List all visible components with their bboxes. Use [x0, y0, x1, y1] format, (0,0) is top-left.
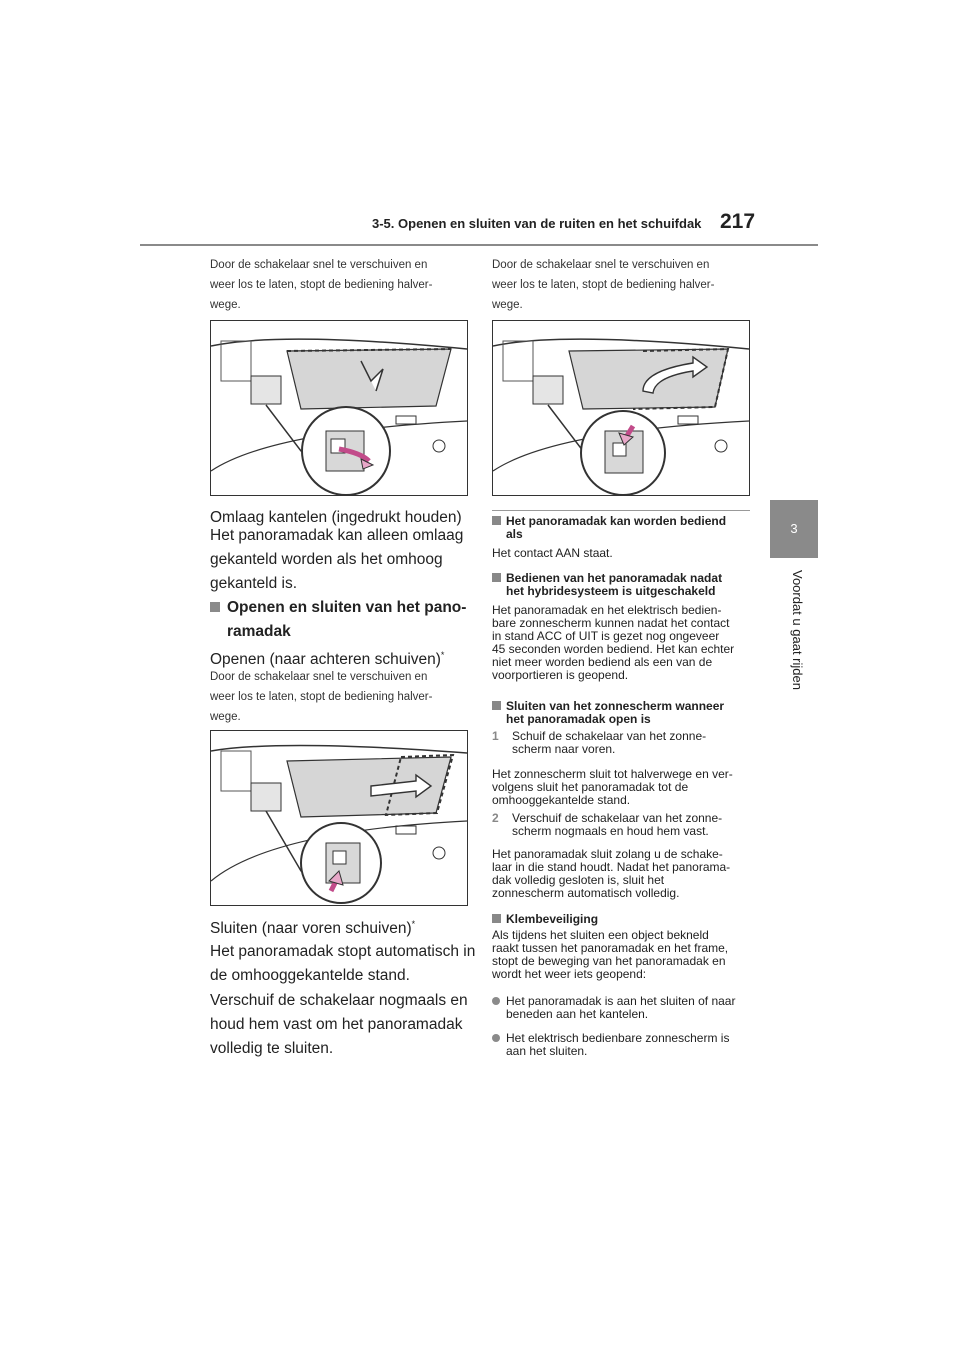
close-title: [210, 912, 490, 941]
chapter-number: 3: [790, 521, 798, 536]
heading-line: het panoramadak open is: [506, 712, 651, 726]
sunroof-illustration: [493, 321, 749, 495]
tilt-down-title: Omlaag kantelen (ingedrukt houden): [210, 509, 462, 526]
text-line: in stand ACC of UIT is gezet nog ongeveer: [492, 629, 720, 643]
section-after-shutdown-text: [492, 604, 762, 682]
section-jam-protection-text: [492, 929, 762, 981]
bullet-line: Het panoramadak is aan het sluiten of naar: [506, 994, 736, 1008]
note-line: Door de schakelaar snel te verschuiven en: [210, 259, 428, 271]
text-line: bare zonnescherm kunnen nadat het contact: [492, 616, 730, 630]
text-line: Het contact AAN staat.: [492, 546, 613, 560]
right-note: [492, 255, 762, 315]
square-bullet-icon: [210, 602, 220, 612]
sunroof-illustration: [211, 321, 467, 495]
text-line: Verschuif de schakelaar nogmaals en: [210, 992, 468, 1009]
bullet-dot-icon: [492, 1034, 500, 1042]
text-line: Het zonnescherm sluit tot halverwege en ver-: [492, 767, 733, 781]
page-number: 217: [720, 210, 756, 233]
figure-open: [210, 730, 468, 906]
heading-line: als: [506, 527, 523, 541]
close-text-2: [210, 989, 490, 1061]
text-line: 45 seconden worden bediend. Het kan echter: [492, 642, 735, 656]
bullet-line: beneden aan het kantelen.: [506, 1007, 649, 1021]
section-sunshade-heading: [492, 700, 762, 726]
heading-line: Openen en sluiten van het pano-: [227, 599, 467, 616]
figure-tilt-down: [210, 320, 468, 496]
note-line: wege.: [492, 299, 523, 311]
open-title-text: Openen (naar achteren schuiven): [210, 651, 441, 669]
text-line: gekanteld is.: [210, 575, 298, 592]
text-line: omhooggekantelde stand.: [492, 793, 631, 807]
step-number: 1: [492, 729, 499, 743]
text-line: gekanteld worden als het omhoog: [210, 551, 443, 568]
text-line: Als tijdens het sluiten een object bekneld: [492, 928, 709, 942]
bullet-item: [492, 995, 762, 1021]
heading-line: Klembeveiliging: [506, 912, 599, 926]
sunshade-text-1: [492, 768, 762, 807]
step-1: [492, 730, 762, 756]
section-after-shutdown-heading: [492, 572, 762, 598]
text-line: raakt tussen het panoramadak en het frame,: [492, 941, 729, 955]
text-line: niet meer worden bediend als een van de: [492, 655, 713, 669]
text-line: zonnescherm automatisch volledig.: [492, 886, 680, 900]
note-line: weer los te laten, stopt de bediening halver-: [210, 279, 433, 291]
sunroof-illustration: [211, 731, 467, 905]
text-line: de omhooggekantelde stand.: [210, 967, 410, 984]
sunshade-text-2: [492, 848, 762, 900]
heading-line: het hybridesysteem is uitgeschakeld: [506, 584, 716, 598]
note-line: wege.: [210, 299, 241, 311]
chapter-title: Voordat u gaat rijden: [790, 570, 805, 690]
text-line: wordt het weer iets geopend:: [492, 967, 647, 981]
step-line: scherm naar voren.: [512, 742, 616, 756]
text-line: Het panoramadak sluit zolang u de schake-: [492, 847, 723, 861]
close-text-1: [210, 940, 490, 988]
square-bullet-icon: [492, 573, 501, 582]
text-line: Het panoramadak en het elektrisch bedien-: [492, 603, 722, 617]
step-line: scherm nogmaals en houd hem vast.: [512, 824, 709, 838]
text-line: Het panoramadak kan alleen omlaag: [210, 527, 464, 544]
header-divider: [140, 244, 818, 246]
heading-line: Bedienen van het panoramadak nadat: [506, 571, 723, 585]
text-line: stopt de beweging van het panoramadak en: [492, 954, 726, 968]
heading-line: ramadak: [227, 623, 291, 640]
footnote-asterisk: *: [411, 919, 416, 929]
figure-sunshade: [492, 320, 750, 496]
step-line: Verschuif de schakelaar van het zonne-: [512, 811, 723, 825]
footnote-asterisk: *: [440, 650, 445, 660]
bullet-item: [492, 1032, 762, 1058]
step-line: Schuif de schakelaar van het zonne-: [512, 729, 707, 743]
note-line: Door de schakelaar snel te verschuiven en: [492, 259, 710, 271]
step-number: 2: [492, 811, 499, 825]
chapter-label: [787, 570, 809, 710]
square-bullet-icon: [492, 516, 501, 525]
open-close-heading: [210, 596, 490, 644]
bullet-line: aan het sluiten.: [506, 1044, 588, 1058]
heading-line: Het panoramadak kan worden bediend: [506, 514, 727, 528]
text-line: Het panoramadak stopt automatisch in: [210, 943, 476, 960]
note-line: wege.: [210, 711, 241, 723]
note-line: Door de schakelaar snel te verschuiven en: [210, 671, 428, 683]
heading-line: Sluiten van het zonnescherm wanneer: [506, 699, 725, 713]
tilt-down-text: [210, 524, 490, 596]
bullet-dot-icon: [492, 997, 500, 1005]
text-line: houd hem vast om het panoramadak: [210, 1016, 463, 1033]
section-operable-text: [492, 547, 762, 560]
note-line: weer los te laten, stopt de bediening halver-: [492, 279, 715, 291]
section-jam-protection-heading: [492, 913, 762, 926]
section-divider: [492, 510, 750, 511]
step-2: [492, 812, 762, 838]
text-line: dak volledig gesloten is, sluit het: [492, 873, 665, 887]
square-bullet-icon: [492, 701, 501, 710]
left-note-2: [210, 667, 470, 727]
text-line: volgens sluit het panoramadak tot de: [492, 780, 689, 794]
close-title-text: Sluiten (naar voren schuiven): [210, 920, 412, 938]
square-bullet-icon: [492, 914, 501, 923]
section-operable-heading: [492, 515, 762, 541]
bullet-line: Het elektrisch bedienbare zonnescherm is: [506, 1031, 730, 1045]
text-line: laar in die stand houdt. Nadat het panorama-: [492, 860, 731, 874]
text-line: voorportieren is geopend.: [492, 668, 629, 682]
note-line: weer los te laten, stopt de bediening halver-: [210, 691, 433, 703]
chapter-tab: [770, 500, 818, 558]
text-line: volledig te sluiten.: [210, 1040, 334, 1057]
left-note-1: [210, 255, 470, 315]
section-title: 3-5. Openen en sluiten van de ruiten en het schuifdak: [372, 216, 702, 231]
